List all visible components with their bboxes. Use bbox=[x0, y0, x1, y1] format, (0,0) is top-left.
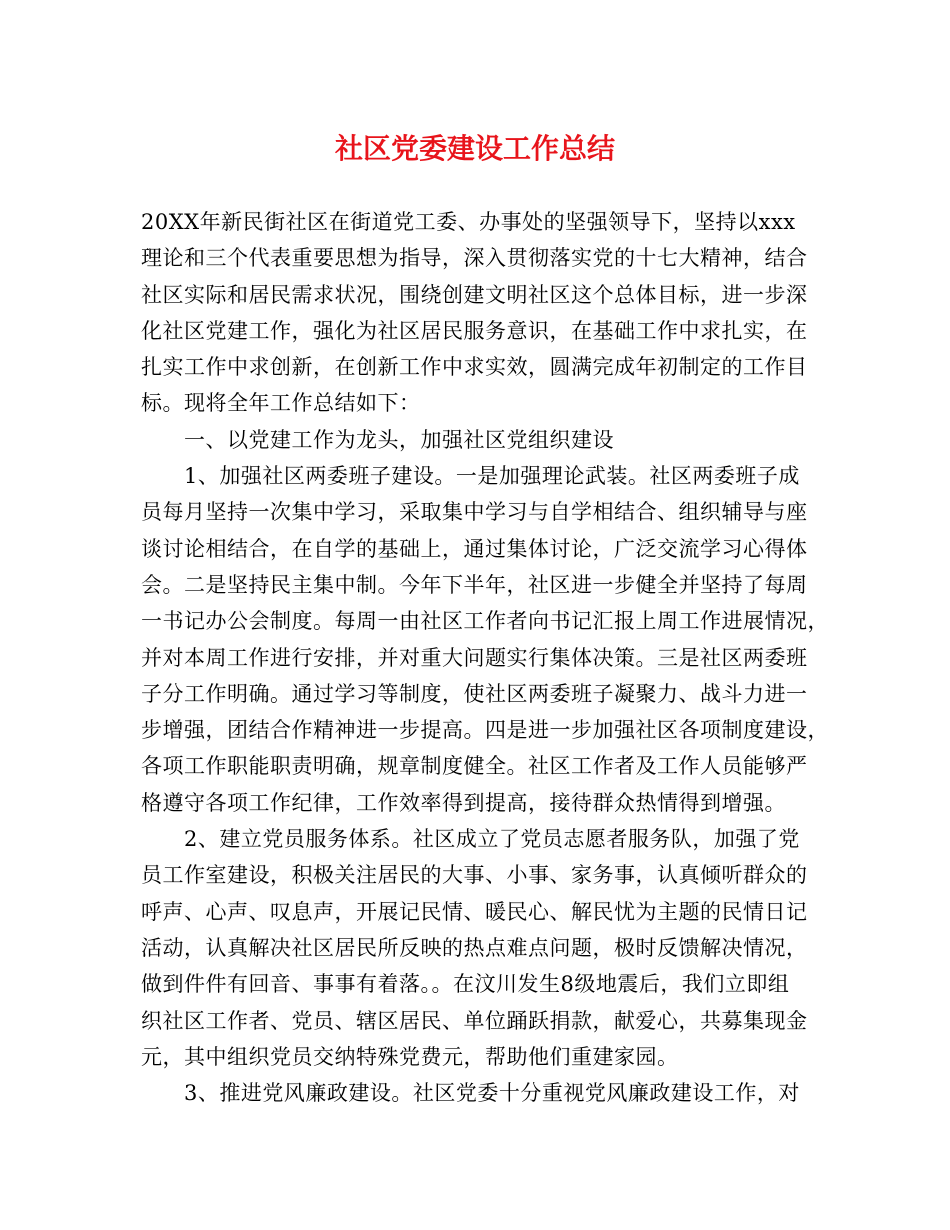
body-line: 扎实工作中求创新，在创新工作中求实效，圆满完成年初制定的工作目 bbox=[141, 355, 808, 380]
body-line: 员工作室建设，积极关注居民的大事、小事、家务事，认真倾听群众的 bbox=[141, 863, 808, 888]
body-line: 呼声、心声、叹息声，开展记民情、暖民心、解民忧为主题的民情日记 bbox=[141, 899, 808, 924]
body-line: 一书记办公会制度。每周一由社区工作者向书记汇报上周工作进展情况， bbox=[141, 609, 829, 634]
body-line: 谈讨论相结合，在自学的基础上，通过集体讨论，广泛交流学习心得体 bbox=[141, 536, 808, 561]
body-line: 3、推进党风廉政建设。社区党委十分重视党风廉政建设工作，对 bbox=[184, 1081, 800, 1106]
body-line: 员每月坚持一次集中学习，采取集中学习与自学相结合、组织辅导与座 bbox=[141, 500, 808, 525]
body-line: 一、以党建工作为龙头，加强社区党组织建设 bbox=[184, 427, 614, 452]
body-line: 子分工作明确。通过学习等制度，使社区两委班子凝聚力、战斗力进一 bbox=[141, 681, 808, 706]
body-line: 格遵守各项工作纪律，工作效率得到提高，接待群众热情得到增强。 bbox=[141, 790, 786, 815]
body-line: 化社区党建工作，强化为社区居民服务意识，在基础工作中求扎实，在 bbox=[141, 318, 808, 343]
body-line: 并对本周工作进行安排，并对重大问题实行集体决策。三是社区两委班 bbox=[141, 645, 808, 670]
document-title: 社区党委建设工作总结 bbox=[334, 132, 615, 165]
body-line: 标。现将全年工作总结如下： bbox=[141, 391, 421, 416]
body-line: 活动，认真解决社区居民所反映的热点难点问题，极时反馈解决情况， bbox=[141, 935, 808, 960]
body-line: 做到件件有回音、事事有着落。。在汶川发生8级地震后，我们立即组 bbox=[141, 972, 790, 997]
body-line: 织社区工作者、党员、辖区居民、单位踊跃捐款，献爱心，共募集现金 bbox=[141, 1008, 808, 1033]
body-line: 理论和三个代表重要思想为指导，深入贯彻落实党的十七大精神，结合 bbox=[141, 246, 808, 271]
body-line: 社区实际和居民需求状况，围绕创建文明社区这个总体目标，进一步深 bbox=[141, 282, 808, 307]
body-line: 1、加强社区两委班子建设。一是加强理论武装。社区两委班子成 bbox=[184, 464, 800, 489]
body-line: 步增强，团结合作精神进一步提高。四是进一步加强社区各项制度建设， bbox=[141, 718, 829, 743]
body-line: 20XX年新民街社区在街道党工委、办事处的坚强领导下，坚持以xxx bbox=[141, 210, 796, 234]
document-body bbox=[141, 204, 829, 1111]
body-line: 2、建立党员服务体系。社区成立了党员志愿者服务队，加强了党 bbox=[184, 827, 800, 852]
body-line: 各项工作职能职责明确，规章制度健全。社区工作者及工作人员能够严 bbox=[141, 754, 808, 779]
body-line: 会。二是坚持民主集中制。今年下半年，社区进一步健全并坚持了每周 bbox=[141, 572, 808, 597]
body-line: 元，其中组织党员交纳特殊党费元，帮助他们重建家园。 bbox=[141, 1044, 679, 1069]
